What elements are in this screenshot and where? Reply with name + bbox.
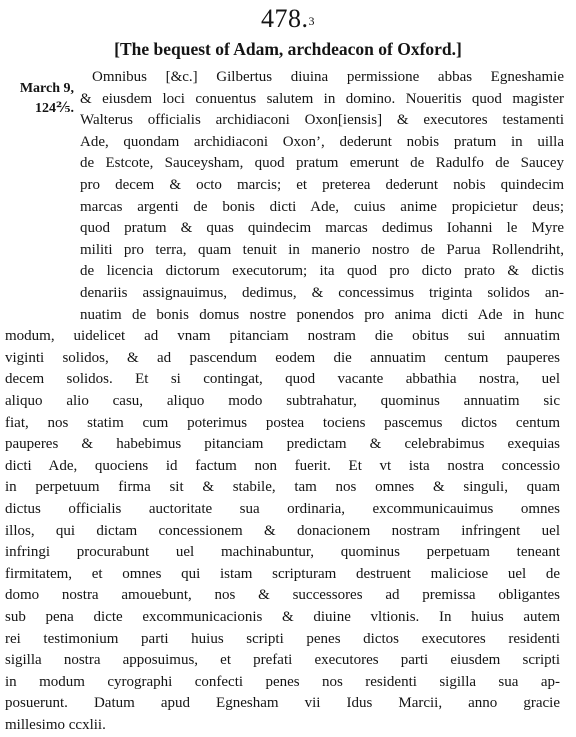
text-line: Walterus officialis archidiaconi Oxon[iensis] & executores testamenti bbox=[80, 112, 564, 129]
document-number-main: 478. bbox=[261, 4, 309, 33]
text-line: & eiusdem loci conuentus salutem in domino. Noueritis quod magister bbox=[80, 90, 564, 107]
text-line: in perpetuum firma sit & stabile, tam nos omnes & singuli, quam bbox=[5, 479, 560, 496]
text-line: illos, qui dictam concessionem & donacionem nostram infringent uel bbox=[5, 522, 560, 539]
text-line: infringi procurabunt uel machinabuntur, quominus perpetuam teneant bbox=[5, 544, 560, 561]
text-line: marcas argenti de bonis dicti Ade, cuius anime propicietur deus; bbox=[80, 198, 564, 215]
document-heading: [The bequest of Adam, archdeacon of Oxford.] bbox=[114, 39, 462, 59]
text-line: de Estcote, Sauceysham, quod pratum emerunt de Radulfo de Saucey bbox=[80, 155, 564, 172]
text-line: nuatim de bonis domus nostre ponendos pro anima dicti Ade in hunc bbox=[80, 306, 564, 323]
text-line: posuerunt. Datum apud Egnesham vii Idus Marcii, anno gracie bbox=[5, 695, 560, 712]
text-line: fiat, nos statim cum poterimus postea tociens pascemus dictos centum bbox=[5, 414, 560, 431]
text-line: Ade, quondam archidiaconi Oxon’, dederunt nobis pratum in uilla bbox=[80, 133, 564, 150]
text-line: de licencia dictorum executorum; ita quod pro dicto prato & dictis bbox=[80, 263, 564, 280]
text-line: millesimo ccxlii. bbox=[5, 717, 106, 733]
text-line: quod pratum & quas quindecim marcas dedimus Iohanni le Myre bbox=[80, 220, 564, 237]
margin-date-line: 124⅖. bbox=[35, 101, 74, 116]
margin-date bbox=[6, 79, 74, 119]
text-line: sub pena dicte excommunicacionis & diuine vltionis. In huius autem bbox=[5, 609, 560, 625]
text-line: modum, uidelicet ad vnam pitanciam nostram die obitus sui annuatim bbox=[5, 328, 560, 345]
text-line: denariis assignauimus, dedimus, & concessimus triginta solidos an- bbox=[80, 285, 564, 301]
text-line: Omnibus [&c.] Gilbertus diuina permissione abbas Egneshamie bbox=[92, 69, 564, 85]
text-line: militi pro terra, quam tenuit in manerio nostro de Parua Rollendriht, bbox=[80, 241, 564, 258]
margin-date-line: March 9, bbox=[19, 81, 74, 96]
text-line: pro decem & octo marcis; et preterea dederunt nobis quindecim bbox=[80, 177, 564, 193]
text-line: dictus officialis auctoritate sua ordinaria, excommunicauimus omnes bbox=[5, 501, 560, 517]
text-line: firmitatem, et omnes qui istam scripturam destruent maliciose uel de bbox=[5, 565, 560, 582]
text-line: domo nostra amouebunt, nos & successores ad premissa obligantes bbox=[5, 587, 560, 604]
text-line: aliquo alio casu, aliquo modo subtrahatur, quominus annuatim sic bbox=[5, 393, 560, 409]
text-line: pauperes & habebimus pitanciam predictam & celebrabimus exequias bbox=[5, 436, 560, 453]
text-line: dicti Ade, quociens id factum non fuerit. Et vt ista nostra concessio bbox=[5, 457, 560, 474]
text-line: in modum cyrographi confecti penes nos residenti sigilla sua ap- bbox=[5, 673, 560, 690]
document-number bbox=[0, 4, 576, 34]
footnote-marker: 3 bbox=[308, 14, 315, 28]
text-line: sigilla nostra apposuimus, et prefati executores parti eiusdem scripti bbox=[5, 652, 560, 669]
text-line: decem solidos. Et si contingat, quod vacante abbathia nostra, uel bbox=[5, 371, 560, 388]
text-line: viginti solidos, & ad pascendum eodem die annuatim centum pauperes bbox=[5, 349, 560, 366]
text-line: rei testimonium parti huius scripti penes dictos executores residenti bbox=[5, 630, 560, 647]
